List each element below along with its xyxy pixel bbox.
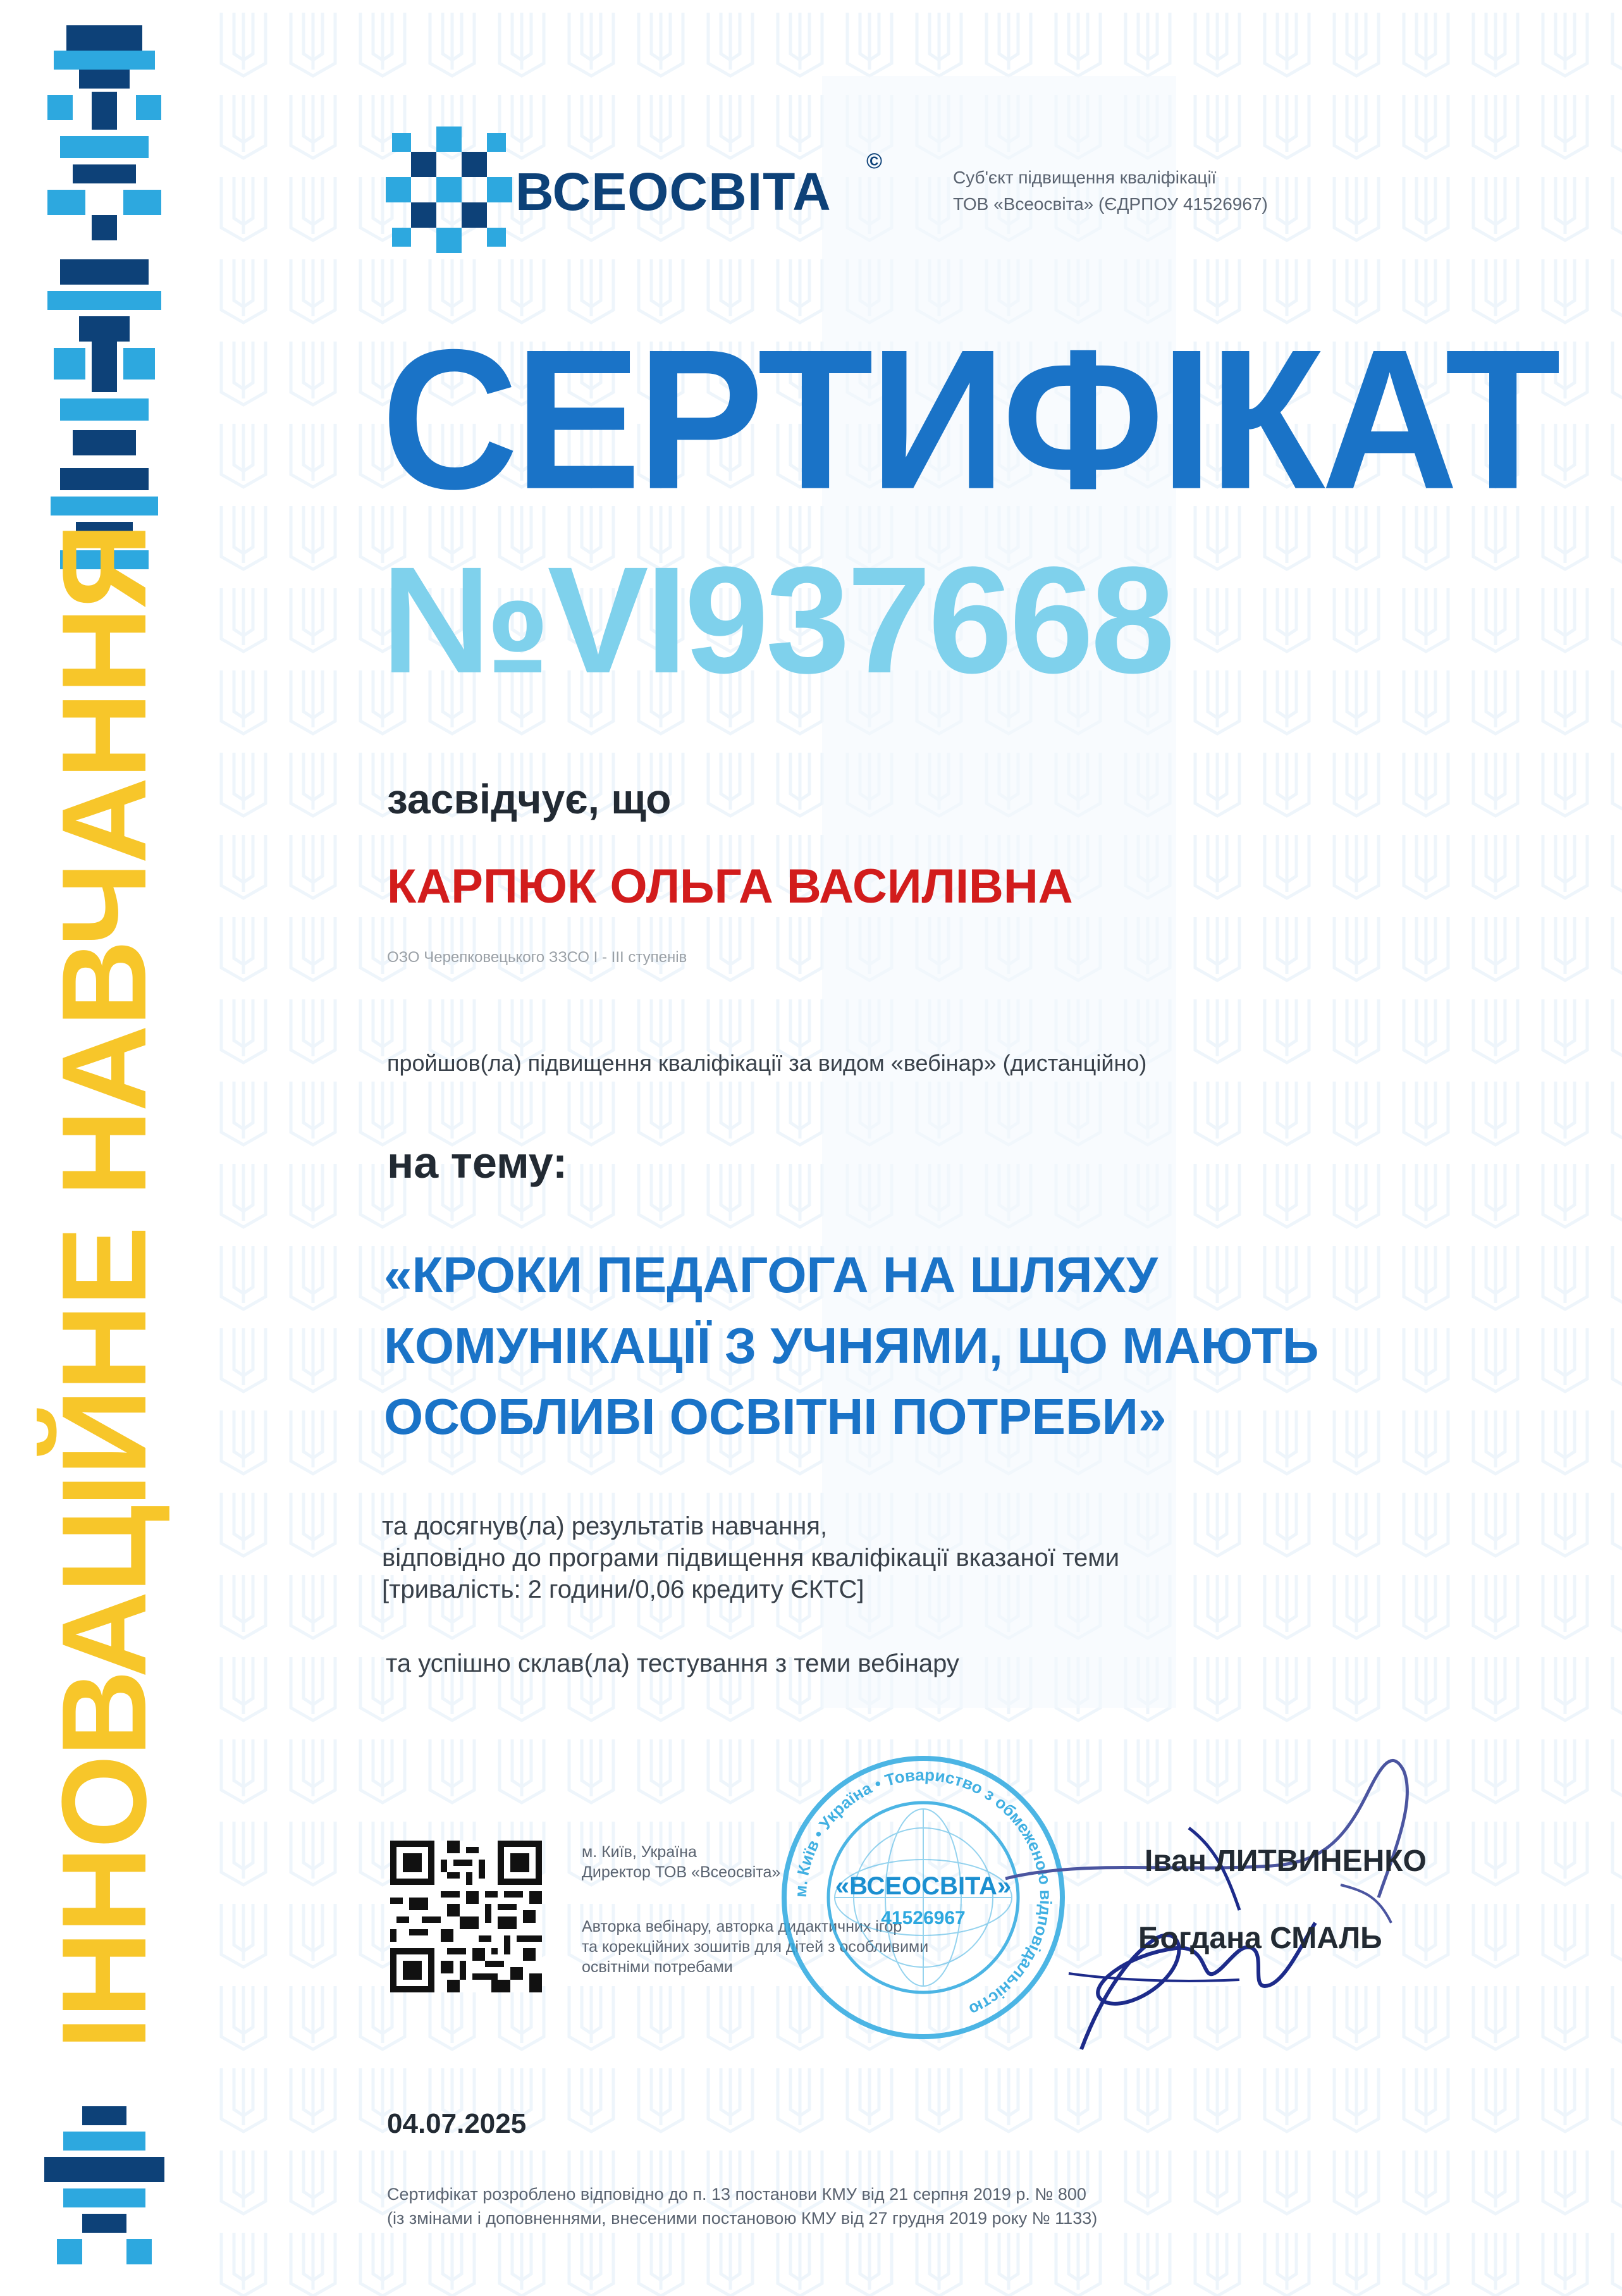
author-role-line: освітніми потребами <box>582 1958 733 1976</box>
achievement-line: відповідно до програми підвищення кваліфікації вказаної теми <box>382 1544 1120 1572</box>
organization-name: ОЗО Черепковецького ЗЗСО I - III ступенів <box>387 949 687 966</box>
topic-line: ОСОБЛИВІ ОСВІТНІ ПОТРЕБИ» <box>384 1388 1167 1445</box>
side-banner-text: ІННОВАЦІЙНЕ НАВЧАННЯ <box>37 524 171 2050</box>
director-info <box>582 1842 780 1882</box>
brand-mark: © <box>866 149 883 173</box>
city-label: м. Київ, Україна <box>582 1843 697 1861</box>
footer-note <box>387 2182 1097 2230</box>
subject-info <box>953 164 1268 218</box>
subject-line-2: ТОВ «Всеосвіта» (ЄДРПОУ 41526967) <box>953 194 1268 214</box>
author-role-line: Авторка вебінару, авторка дидактичних ігор <box>582 1918 902 1935</box>
certifies-text: засвідчує, що <box>387 775 672 822</box>
issue-date: 04.07.2025 <box>387 2108 527 2139</box>
certificate-title: СЕРТИФІКАТ <box>381 307 1557 531</box>
achievement-line: [тривалість: 2 години/0,06 кредиту ЄКТС] <box>382 1576 864 1603</box>
director-role: Директор ТОВ «Всеосвіта» <box>582 1863 781 1881</box>
stamp-code-text: 41526967 <box>881 1908 966 1929</box>
person-name: КАРПЮК ОЛЬГА ВАСИЛІВНА <box>387 860 1073 913</box>
achievement-line: та досягнув(ла) результатів навчання, <box>382 1512 828 1540</box>
ornament-bottom-icon <box>44 2106 164 2264</box>
topic-title <box>384 1240 1522 1452</box>
stamp-ring-text: м. Київ • Україна • Товариство з обмеженою відповідальністю <box>790 1765 1056 2020</box>
on-topic-label: на тему: <box>387 1138 568 1187</box>
topic-line: КОМУНІКАЦІЇ З УЧНЯМИ, ЩО МАЮТЬ <box>384 1318 1319 1374</box>
ornament-top-icon <box>47 25 161 240</box>
director-name: Іван ЛИТВИНЕНКО <box>1145 1844 1427 1878</box>
achievement-text <box>382 1510 1119 1605</box>
passed-text: пройшов(ла) підвищення кваліфікації за видом «вебінар» (дистанційно) <box>387 1050 1147 1076</box>
handwritten-signatures-icon <box>986 1733 1492 2062</box>
author-role-line: та корекційних зошитів для дітей з особливими <box>582 1938 929 1956</box>
author-name: Богдана СМАЛЬ <box>1138 1922 1382 1955</box>
qr-code-icon[interactable] <box>390 1841 542 1992</box>
subject-line-1: Суб'єкт підвищення кваліфікації <box>953 168 1217 187</box>
snowflake-ornament-icon <box>386 127 512 253</box>
tested-text: та успішно склав(ла) тестування з теми вебінару <box>386 1650 959 1677</box>
topic-line: «КРОКИ ПЕДАГОГА НА ШЛЯХУ <box>384 1247 1158 1303</box>
stamp-center-text: «ВСЕОСВІТА» <box>835 1872 1012 1900</box>
certificate-number: №VI937668 <box>381 535 1172 705</box>
footer-line: (із змінами і доповненнями, внесеними постановою КМУ від 27 грудня 2019 року № 1133) <box>387 2209 1098 2228</box>
ornament-middle-icon <box>47 259 161 455</box>
brand-name: ВСЕОСВІТА <box>515 162 832 221</box>
footer-line: Сертифікат розроблено відповідно до п. 13 постанови КМУ від 21 серпня 2019 р. № 800 <box>387 2185 1086 2204</box>
